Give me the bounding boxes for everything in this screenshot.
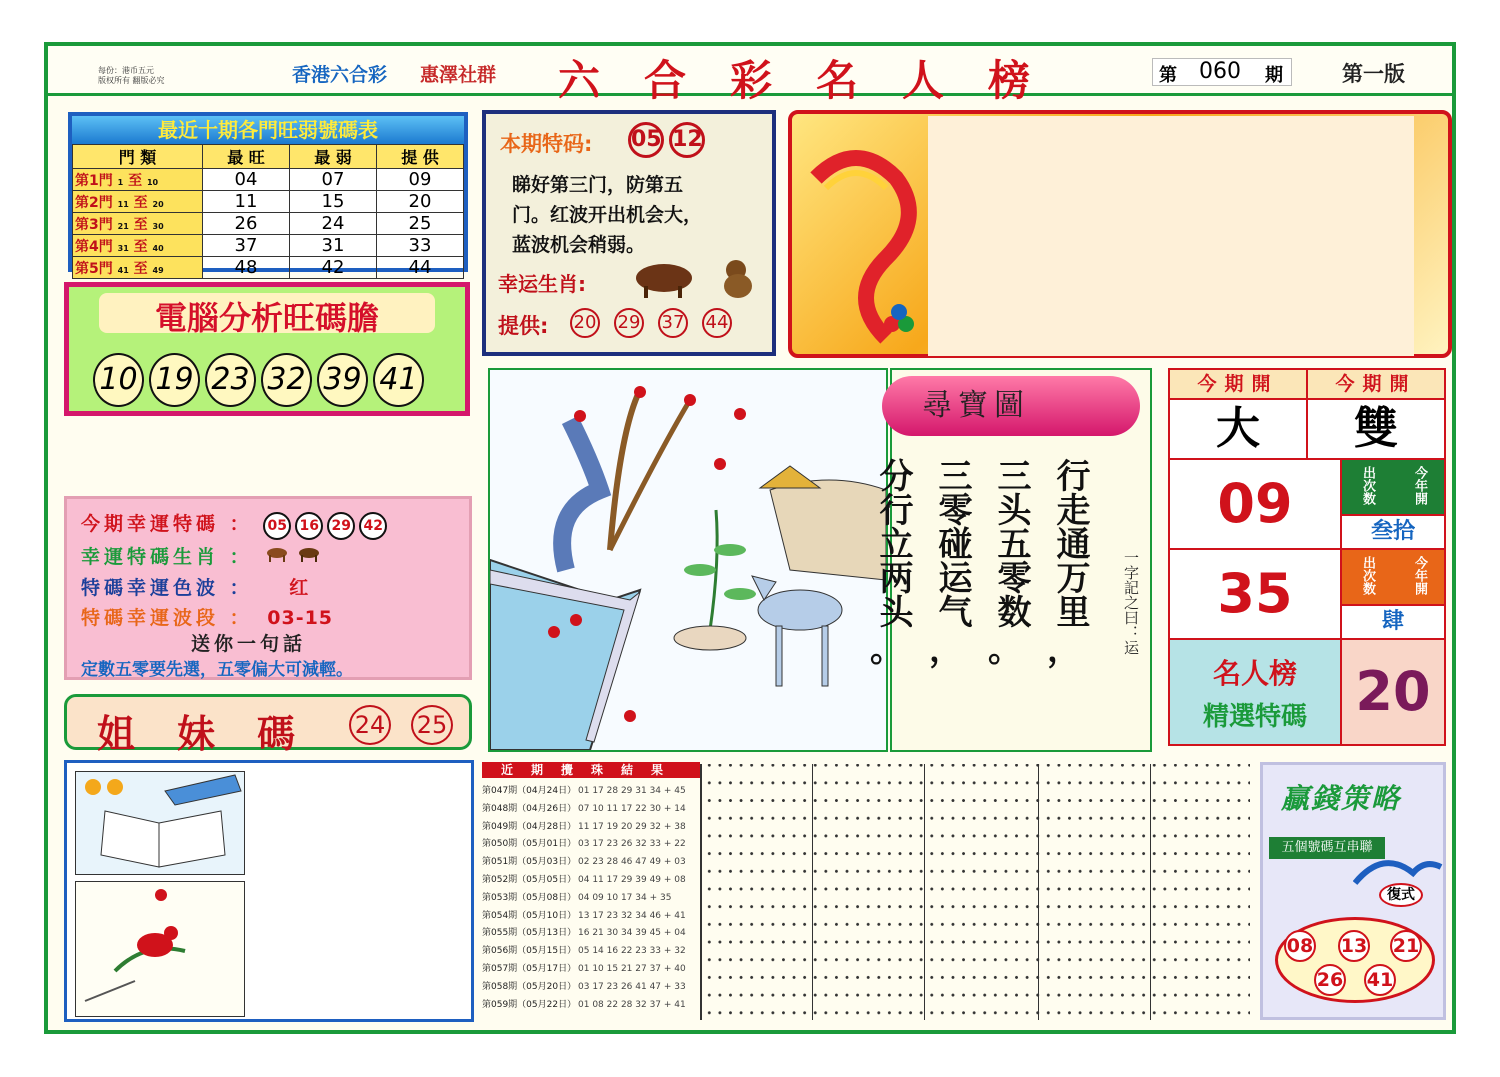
poem-text: 分行立两头 <box>873 458 913 628</box>
rooster-bamboo-illustration-icon <box>75 881 245 1017</box>
selected-code: 20 <box>1340 638 1446 746</box>
result-row <box>482 942 686 960</box>
result-period: 第054期（05月10日） <box>482 910 577 921</box>
strategy-title: 贏錢策略 <box>1281 782 1402 815</box>
result-period: 第047期（04月24日） <box>482 786 577 796</box>
grid-separator <box>924 764 925 1020</box>
result-row <box>482 907 686 925</box>
poem-column <box>870 458 915 673</box>
lucky-code-label: 今期幸運特碼 <box>81 513 220 535</box>
special-code-text <box>512 170 702 260</box>
treasure-title: 尋寶圖 <box>922 388 1030 423</box>
banner-blank-area <box>928 116 1414 356</box>
strategy-ball: 13 <box>1338 930 1370 962</box>
computer-analysis-numbers <box>93 353 424 407</box>
result-draw: 01 10 15 21 27 37 + 40 <box>578 964 686 974</box>
treasure-side-note: 一字記之曰：运 <box>1122 550 1140 655</box>
offer-cell: 44 <box>377 257 464 279</box>
sister-code-box <box>64 694 472 756</box>
number-ball: 41 <box>373 353 424 407</box>
grid-separator <box>812 764 813 1020</box>
number-ball: 19 <box>149 353 200 407</box>
compound-badge: 復式 <box>1379 883 1423 907</box>
strategy-ball: 08 <box>1284 930 1316 962</box>
offer-cell: 33 <box>377 235 464 257</box>
special-text-line: 蓝波机会稍弱。 <box>512 234 646 256</box>
sister-number: 24 <box>349 705 391 745</box>
dragon-decoration-icon <box>796 118 926 354</box>
gate-to-word: 至 <box>133 194 148 211</box>
grid-separator <box>1150 764 1151 1020</box>
count-label: 今年開 <box>1412 466 1427 505</box>
big-label: 大 <box>1168 398 1308 460</box>
camel-horse-icon <box>263 541 323 563</box>
result-row <box>482 924 686 942</box>
open-label: 今期開 <box>1168 368 1308 400</box>
gate-to-word: 至 <box>128 172 143 189</box>
hot-cell: 04 <box>203 169 290 191</box>
result-row <box>482 853 686 871</box>
hot-cell: 11 <box>203 191 290 213</box>
gate-cell <box>73 169 203 191</box>
special-text-line: 门。红波开出机会大， <box>512 204 703 226</box>
gate-to: 20 <box>152 199 164 209</box>
poem-punct: 。 <box>988 630 1022 670</box>
even-label: 雙 <box>1306 398 1446 460</box>
strategy-numbers <box>1275 917 1435 1003</box>
hot-cell: 48 <box>203 257 290 279</box>
number-ball: 23 <box>205 353 256 407</box>
gate-name: 第1門 <box>75 172 113 189</box>
lucky-box <box>64 496 472 680</box>
count-value-2: 肆 <box>1340 604 1446 640</box>
header-offer: 提 供 <box>377 145 464 169</box>
offer-cell: 09 <box>377 169 464 191</box>
special-code-label: 本期特码: <box>500 132 593 156</box>
phrase-text: 定數五零要先選，五零偏大可減輕。 <box>81 660 353 680</box>
famous-selected-cell <box>1168 638 1342 746</box>
gate-from: 41 <box>117 265 129 275</box>
gate-name: 第2門 <box>75 194 113 211</box>
result-row <box>482 889 671 907</box>
result-draw: 02 23 28 46 47 49 + 03 <box>578 857 686 868</box>
riddle-picture <box>488 368 888 752</box>
result-draw: 13 17 23 32 34 46 + 41 <box>578 910 686 921</box>
gate-from: 1 <box>117 177 124 187</box>
strategy-box <box>1260 762 1446 1020</box>
gate-from: 11 <box>117 199 129 209</box>
result-period: 第057期（05月17日） <box>482 964 577 974</box>
result-draw: 01 08 22 28 32 37 + 41 <box>578 999 686 1010</box>
poem-column <box>929 458 974 673</box>
count-label: 出次数 <box>1360 466 1375 505</box>
lucky-zodiac-row: 幸運特碼生肖 ： <box>81 541 323 569</box>
issue-box <box>1152 58 1292 86</box>
result-period: 第049期（04月28日） <box>482 821 577 832</box>
results-dot-grid <box>700 764 1250 1020</box>
strategy-subtitle: 五個號碼互串聯 <box>1269 837 1385 859</box>
result-period: 第058期（05月20日） <box>482 981 577 992</box>
number-ball: 32 <box>261 353 312 407</box>
number-ball: 10 <box>93 353 144 407</box>
table-row <box>73 213 464 235</box>
issue-number: 060 <box>1199 59 1241 84</box>
count-label: 出次数 <box>1360 556 1375 595</box>
gate-from: 31 <box>117 243 129 253</box>
result-period: 第048期（04月26日） <box>482 803 577 814</box>
header-gate: 門 類 <box>73 145 203 169</box>
bottom-illustrations <box>64 760 474 1022</box>
computer-analysis-title: 電腦分析旺碼膽 <box>99 293 435 333</box>
result-draw: 05 14 16 22 23 33 + 32 <box>578 946 686 957</box>
pig-monkey-icon <box>630 252 770 302</box>
result-draw: 07 10 11 17 22 30 + 14 <box>578 803 686 814</box>
result-draw: 03 17 23 26 32 33 + 22 <box>578 839 686 850</box>
result-draw: 16 21 30 34 39 45 + 04 <box>578 928 686 939</box>
ten-period-table <box>68 112 468 278</box>
result-row <box>482 871 686 889</box>
stats-panel <box>1168 368 1446 750</box>
gate-to-word: 至 <box>133 238 148 255</box>
result-period: 第055期（05月13日） <box>482 928 577 939</box>
number-ball: 39 <box>317 353 368 407</box>
special-code-box <box>482 110 776 356</box>
lucky-zodiac-label: 幸运生肖: <box>498 272 586 296</box>
header-bar <box>48 46 1452 105</box>
offer-ball: 29 <box>614 308 644 338</box>
result-row <box>482 818 686 836</box>
header-hot: 最 旺 <box>203 145 290 169</box>
gate-to: 49 <box>152 265 164 275</box>
gate-to: 30 <box>152 221 164 231</box>
offer-cell: 25 <box>377 213 464 235</box>
weak-cell: 42 <box>290 257 377 279</box>
poem-text: 三零碰运气 <box>932 458 972 628</box>
gate-to-word: 至 <box>133 260 148 277</box>
result-period: 第053期（05月08日） <box>482 892 577 903</box>
count-header-1 <box>1340 458 1446 516</box>
poem-punct: ， <box>1047 630 1081 670</box>
results-title: 近期攪珠結果 <box>482 762 700 778</box>
hk-lottery-label: 香港六合彩 <box>292 64 388 86</box>
gate-cell <box>73 213 203 235</box>
gate-to-word: 至 <box>133 216 148 233</box>
computer-analysis-box <box>64 282 470 416</box>
phrase-title: 送你一句話 <box>191 633 307 655</box>
gate-name: 第5門 <box>75 260 113 277</box>
poem-column <box>988 458 1033 673</box>
special-code-ball: 05 <box>628 122 664 158</box>
result-draw: 04 11 17 29 39 49 + 08 <box>578 875 686 885</box>
gate-to: 40 <box>152 243 164 253</box>
special-code-ball: 12 <box>669 122 705 158</box>
sister-number: 25 <box>411 705 453 745</box>
page-title: 六合彩名人榜 <box>558 56 1075 105</box>
hot-cell: 26 <box>203 213 290 235</box>
lucky-code-ball: 05 <box>263 512 291 540</box>
result-period: 第052期（05月05日） <box>482 875 577 885</box>
result-draw: 03 17 23 26 41 47 + 33 <box>578 981 686 992</box>
poem-text: 行走通万里 <box>1050 458 1090 628</box>
selected-label: 精選特碼 <box>1202 702 1307 732</box>
issue-prefix: 第 <box>1159 65 1177 86</box>
gate-from: 21 <box>117 221 129 231</box>
result-row <box>482 996 686 1014</box>
offer-ball: 37 <box>658 308 688 338</box>
gate-cell <box>73 235 203 257</box>
table-row <box>73 191 464 213</box>
weak-cell: 15 <box>290 191 377 213</box>
result-period: 第056期（05月15日） <box>482 946 577 957</box>
poem-punct: 。 <box>870 630 904 670</box>
lucky-range-row: 特碼幸運波段 ： 03-15 <box>81 607 334 629</box>
page-frame <box>44 42 1456 1034</box>
horse-tree-illustration-icon <box>490 370 886 750</box>
lucky-code-ball: 42 <box>359 512 387 540</box>
offer-ball: 44 <box>702 308 732 338</box>
lucky-color-value: 红 <box>289 577 313 599</box>
result-row <box>482 800 686 818</box>
community-label: 惠澤社群 <box>420 64 497 86</box>
result-draw: 04 09 10 17 34 + 35 <box>578 892 672 903</box>
weak-cell: 07 <box>290 169 377 191</box>
weak-cell: 31 <box>290 235 377 257</box>
lucky-range-label: 特碼幸運波段 <box>81 607 220 629</box>
result-period: 第050期（05月01日） <box>482 839 577 850</box>
result-row <box>482 960 686 978</box>
gate-to: 10 <box>146 177 159 187</box>
price-note <box>98 66 218 86</box>
ten-period-title: 最近十期各門旺弱號碼表 <box>72 116 464 144</box>
header-weak: 最 弱 <box>290 145 377 169</box>
table-row <box>73 169 464 191</box>
result-draw: 11 17 19 20 29 32 + 38 <box>578 821 686 832</box>
lucky-zodiac-label: 幸運特碼生肖 <box>81 546 220 568</box>
price-line: 每份：港币五元 <box>98 66 154 75</box>
lucky-color-label: 特碼幸運色波 <box>81 577 220 599</box>
result-draw: 01 17 28 29 31 34 + 45 <box>578 786 686 796</box>
open-label: 今期開 <box>1306 368 1446 400</box>
count-value-1: 叁拾 <box>1340 514 1446 550</box>
stat-number-2: 35 <box>1168 548 1342 640</box>
results-table <box>482 762 1248 1020</box>
grid-separator <box>1038 764 1039 1020</box>
table-header-row <box>73 145 464 169</box>
strategy-ball: 21 <box>1390 930 1422 962</box>
result-period: 第051期（05月03日） <box>482 857 577 868</box>
count-label: 今年開 <box>1412 556 1427 595</box>
poem-punct: ， <box>929 630 963 670</box>
poem-column <box>1047 458 1092 673</box>
lucky-code-row: 今期幸運特碼 ： 05 16 29 42 <box>81 509 391 540</box>
wave-icon <box>1353 849 1443 885</box>
famous-label: 名人榜 <box>1212 657 1297 690</box>
banner-box <box>788 110 1452 358</box>
special-code-numbers <box>628 122 705 158</box>
poem-text: 三头五零数 <box>991 458 1031 628</box>
lucky-color-row: 特碼幸運色波 ： 红 <box>81 577 313 599</box>
strategy-ball: 41 <box>1364 964 1396 996</box>
result-row <box>482 782 686 800</box>
stat-number-1: 09 <box>1168 458 1342 550</box>
result-row <box>482 978 686 996</box>
table-row <box>73 257 464 279</box>
lucky-range-value: 03-15 <box>267 607 334 629</box>
gate-name: 第3門 <box>75 216 113 233</box>
offer-numbers <box>570 308 746 338</box>
sister-title: 姐妹碼 <box>97 711 338 756</box>
weak-cell: 24 <box>290 213 377 235</box>
gate-table <box>72 144 464 279</box>
book-hand-illustration-icon <box>75 771 245 875</box>
treasure-map-box <box>870 368 1152 752</box>
lucky-code-ball: 16 <box>295 512 323 540</box>
issue-suffix: 期 <box>1265 65 1283 86</box>
strategy-ball: 26 <box>1314 964 1346 996</box>
count-header-2 <box>1340 548 1446 606</box>
result-period: 第059期（05月22日） <box>482 999 577 1010</box>
gate-name: 第4門 <box>75 238 113 255</box>
special-text-line: 睇好第三门，防第五 <box>512 174 684 196</box>
table-row <box>73 235 464 257</box>
copyright-line: 版权所有 翻版必究 <box>98 76 165 85</box>
treasure-poem <box>870 458 1092 673</box>
offer-ball: 20 <box>570 308 600 338</box>
offer-cell: 20 <box>377 191 464 213</box>
lucky-code-ball: 29 <box>327 512 355 540</box>
offer-label: 提供: <box>498 314 549 338</box>
edition-label: 第一版 <box>1342 62 1405 86</box>
gate-cell <box>73 257 203 279</box>
gate-cell <box>73 191 203 213</box>
hot-cell: 37 <box>203 235 290 257</box>
result-row <box>482 835 686 853</box>
